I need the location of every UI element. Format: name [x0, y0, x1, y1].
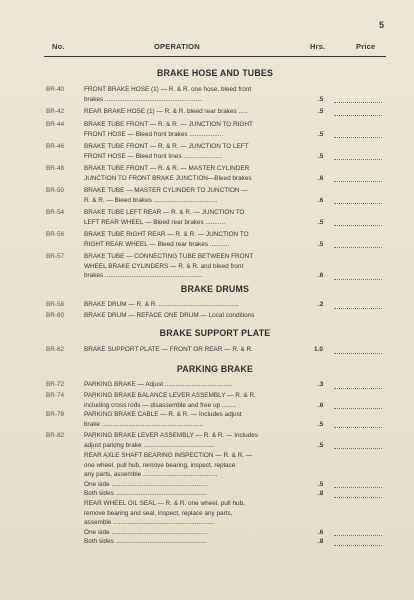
- op-code: BR-62: [46, 346, 65, 353]
- op-desc-line: REAR AXLE SHAFT BEARING INSPECTION — R. & R. —: [84, 452, 253, 459]
- op-hours: .6: [318, 174, 324, 182]
- op-desc-line: REAR BRAKE HOSE (1) — R. & R. bleed rear brakes .....: [84, 108, 248, 115]
- header-no: No.: [52, 42, 65, 51]
- price-blank: [334, 490, 382, 498]
- op-code: BR-40: [46, 86, 65, 93]
- op-desc-line: BRAKE SUPPORT PLATE — FRONT OR REAR — R. & R.: [84, 346, 253, 353]
- price-blank: [334, 301, 382, 309]
- op-code: BR-58: [46, 301, 65, 308]
- price-blank: [334, 381, 382, 389]
- op-code: BR-44: [46, 121, 65, 128]
- op-hours: .3: [318, 381, 324, 388]
- op-desc-line: BRAKE TUBE FRONT — R. & R. — JUNCTION TO RIGHT: [84, 121, 253, 128]
- op-desc-line: brakes .......................................................: [84, 95, 203, 103]
- price-blank: [334, 218, 382, 226]
- price-blank: [334, 441, 382, 449]
- op-desc-line: R. & R. — Bleed brakes ....................................: [84, 196, 218, 204]
- op-both-sides: Both sides ...................................................: [84, 490, 207, 497]
- header-price: Price: [356, 42, 376, 51]
- price-blank: [334, 538, 382, 546]
- price-blank: [334, 196, 382, 204]
- op-desc-line: remove bearing and seal, inspect, replace any parts,: [84, 509, 233, 517]
- price-blank: [334, 174, 382, 182]
- op-hours: .5: [318, 441, 324, 449]
- price-blank: [334, 480, 382, 488]
- op-desc-line: brakes .......................................................: [84, 272, 203, 279]
- price-blank: [334, 272, 382, 280]
- op-desc-line: BRAKE TUBE — MASTER CYLINDER TO JUNCTION —: [84, 187, 248, 194]
- op-hours-both-sides: .8: [318, 538, 324, 545]
- op-hours: .6: [318, 401, 324, 409]
- op-one-side: One side ......................................................: [84, 528, 208, 536]
- op-desc-line: FRONT BRAKE HOSE (1) — R. & R. one hose, bleed front: [84, 86, 252, 93]
- op-desc-line: PARKING BRAKE BALANCE LEVER ASSEMBLY — R. & R.: [84, 392, 256, 399]
- op-code: BR-54: [46, 209, 65, 216]
- price-blank: [334, 152, 382, 160]
- op-desc-line: any parts, assemble ..........................................: [84, 471, 218, 478]
- op-hours: .5: [318, 218, 324, 226]
- price-blank: [334, 346, 382, 354]
- op-hours: .5: [318, 130, 324, 138]
- price-blank: [334, 240, 382, 248]
- price-blank: [334, 420, 382, 428]
- op-code: BR-50: [46, 187, 65, 194]
- header-operation: OPERATION: [154, 42, 200, 51]
- op-code: BR-42: [46, 108, 65, 115]
- op-code: BR-82: [46, 432, 65, 439]
- op-code: BR-57: [46, 253, 65, 260]
- op-hours: .5: [318, 152, 324, 160]
- op-desc-line: BRAKE TUBE LEFT REAR — R. & R. — JUNCTION TO: [84, 209, 245, 216]
- op-code: BR-46: [46, 143, 65, 150]
- op-hours: 1.0: [314, 346, 323, 353]
- op-desc-line: assemble .........................................................: [84, 519, 215, 526]
- op-hours: .2: [318, 301, 324, 308]
- op-desc-line: PARKING BRAKE LEVER ASSEMBLY — R. & R. — Includes: [84, 432, 259, 439]
- op-hours-both-sides: .8: [318, 490, 324, 497]
- op-code: BR-78: [46, 411, 65, 418]
- op-code: BR-60: [46, 312, 65, 319]
- op-desc-line: BRAKE DRUM — R. & R. .............................................: [84, 301, 239, 308]
- op-hours: .5: [318, 95, 324, 103]
- op-desc-line: PARKING BRAKE — Adjust ......................................: [84, 381, 233, 388]
- op-hours: .5: [318, 420, 324, 428]
- op-code: BR-48: [46, 165, 65, 172]
- section-title-parking: PARKING BRAKE: [176, 364, 254, 374]
- price-blank: [334, 130, 382, 138]
- page-number: 5: [378, 20, 384, 30]
- section-title-hose: BRAKE HOSE AND TUBES: [156, 68, 274, 78]
- op-desc-line: FRONT HOSE — Bleed front brakes ...................: [84, 130, 224, 138]
- section-title-drums: BRAKE DRUMS: [180, 284, 250, 294]
- op-desc-line: RIGHT REAR WHEEL — Bleed rear brakes ...........: [84, 240, 230, 248]
- op-hours: .5: [318, 108, 324, 115]
- column-header: [44, 40, 386, 57]
- op-desc-line: REAR WHEEL OIL SEAL — R. & R. one wheel, pull hub,: [84, 500, 245, 507]
- op-code: BR-72: [46, 381, 65, 388]
- op-desc-line: BRAKE TUBE RIGHT REAR — R. & R. — JUNCTION TO: [84, 231, 249, 238]
- op-desc-line: BRAKE DRUM — REFACE ONE DRUM — Local conditions: [84, 312, 255, 319]
- op-hours: .5: [318, 240, 324, 248]
- op-desc-line: including cross rods — disassemble and free up ........: [84, 401, 237, 409]
- op-both-sides: Both sides ...................................................: [84, 538, 207, 545]
- op-code: BR-74: [46, 392, 65, 399]
- op-desc-line: FRONT HOSE — Bleed front lines ......................: [84, 152, 223, 160]
- op-hours-one-side: .5: [318, 480, 324, 488]
- op-desc-line: BRAKE TUBE FRONT — R. & R. — JUNCTION TO LEFT: [84, 143, 249, 150]
- price-blank: [334, 108, 382, 116]
- op-desc-line: brake .........................................................: [84, 420, 203, 428]
- price-blank: [334, 401, 382, 409]
- price-blank: [334, 95, 382, 103]
- op-desc-line: PARKING BRAKE CABLE — R. & R. — Includes adjust: [84, 411, 242, 418]
- op-desc-line: adjust parking brake ........................................: [84, 441, 215, 449]
- op-desc-line: BRAKE TUBE — CONNECTING TUBE BETWEEN FRONT: [84, 253, 254, 260]
- op-one-side: One side ......................................................: [84, 480, 208, 488]
- op-hours: .6: [318, 272, 324, 279]
- section-title-support: BRAKE SUPPORT PLATE: [159, 328, 271, 338]
- op-hours-one-side: .6: [318, 528, 324, 536]
- op-desc-line: JUNCTION TO FRONT BRAKE JUNCTION—Bleed brakes: [84, 174, 252, 182]
- op-desc-line: LEFT REAR WHEEL — Bleed rear brakes ...........: [84, 218, 225, 226]
- op-desc-line: one wheel, pull hub, remove bearing, inspect, replace: [84, 461, 236, 469]
- price-blank: [334, 528, 382, 536]
- op-code: BR-56: [46, 231, 65, 238]
- op-desc-line: BRAKE TUBE FRONT — R. & R. — MASTER CYLINDER: [84, 165, 250, 172]
- header-hrs: Hrs.: [310, 42, 326, 51]
- op-desc-line: WHEEL BRAKE CYLINDERS — R. & R. and bleed front: [84, 262, 244, 270]
- op-hours: .6: [318, 196, 324, 204]
